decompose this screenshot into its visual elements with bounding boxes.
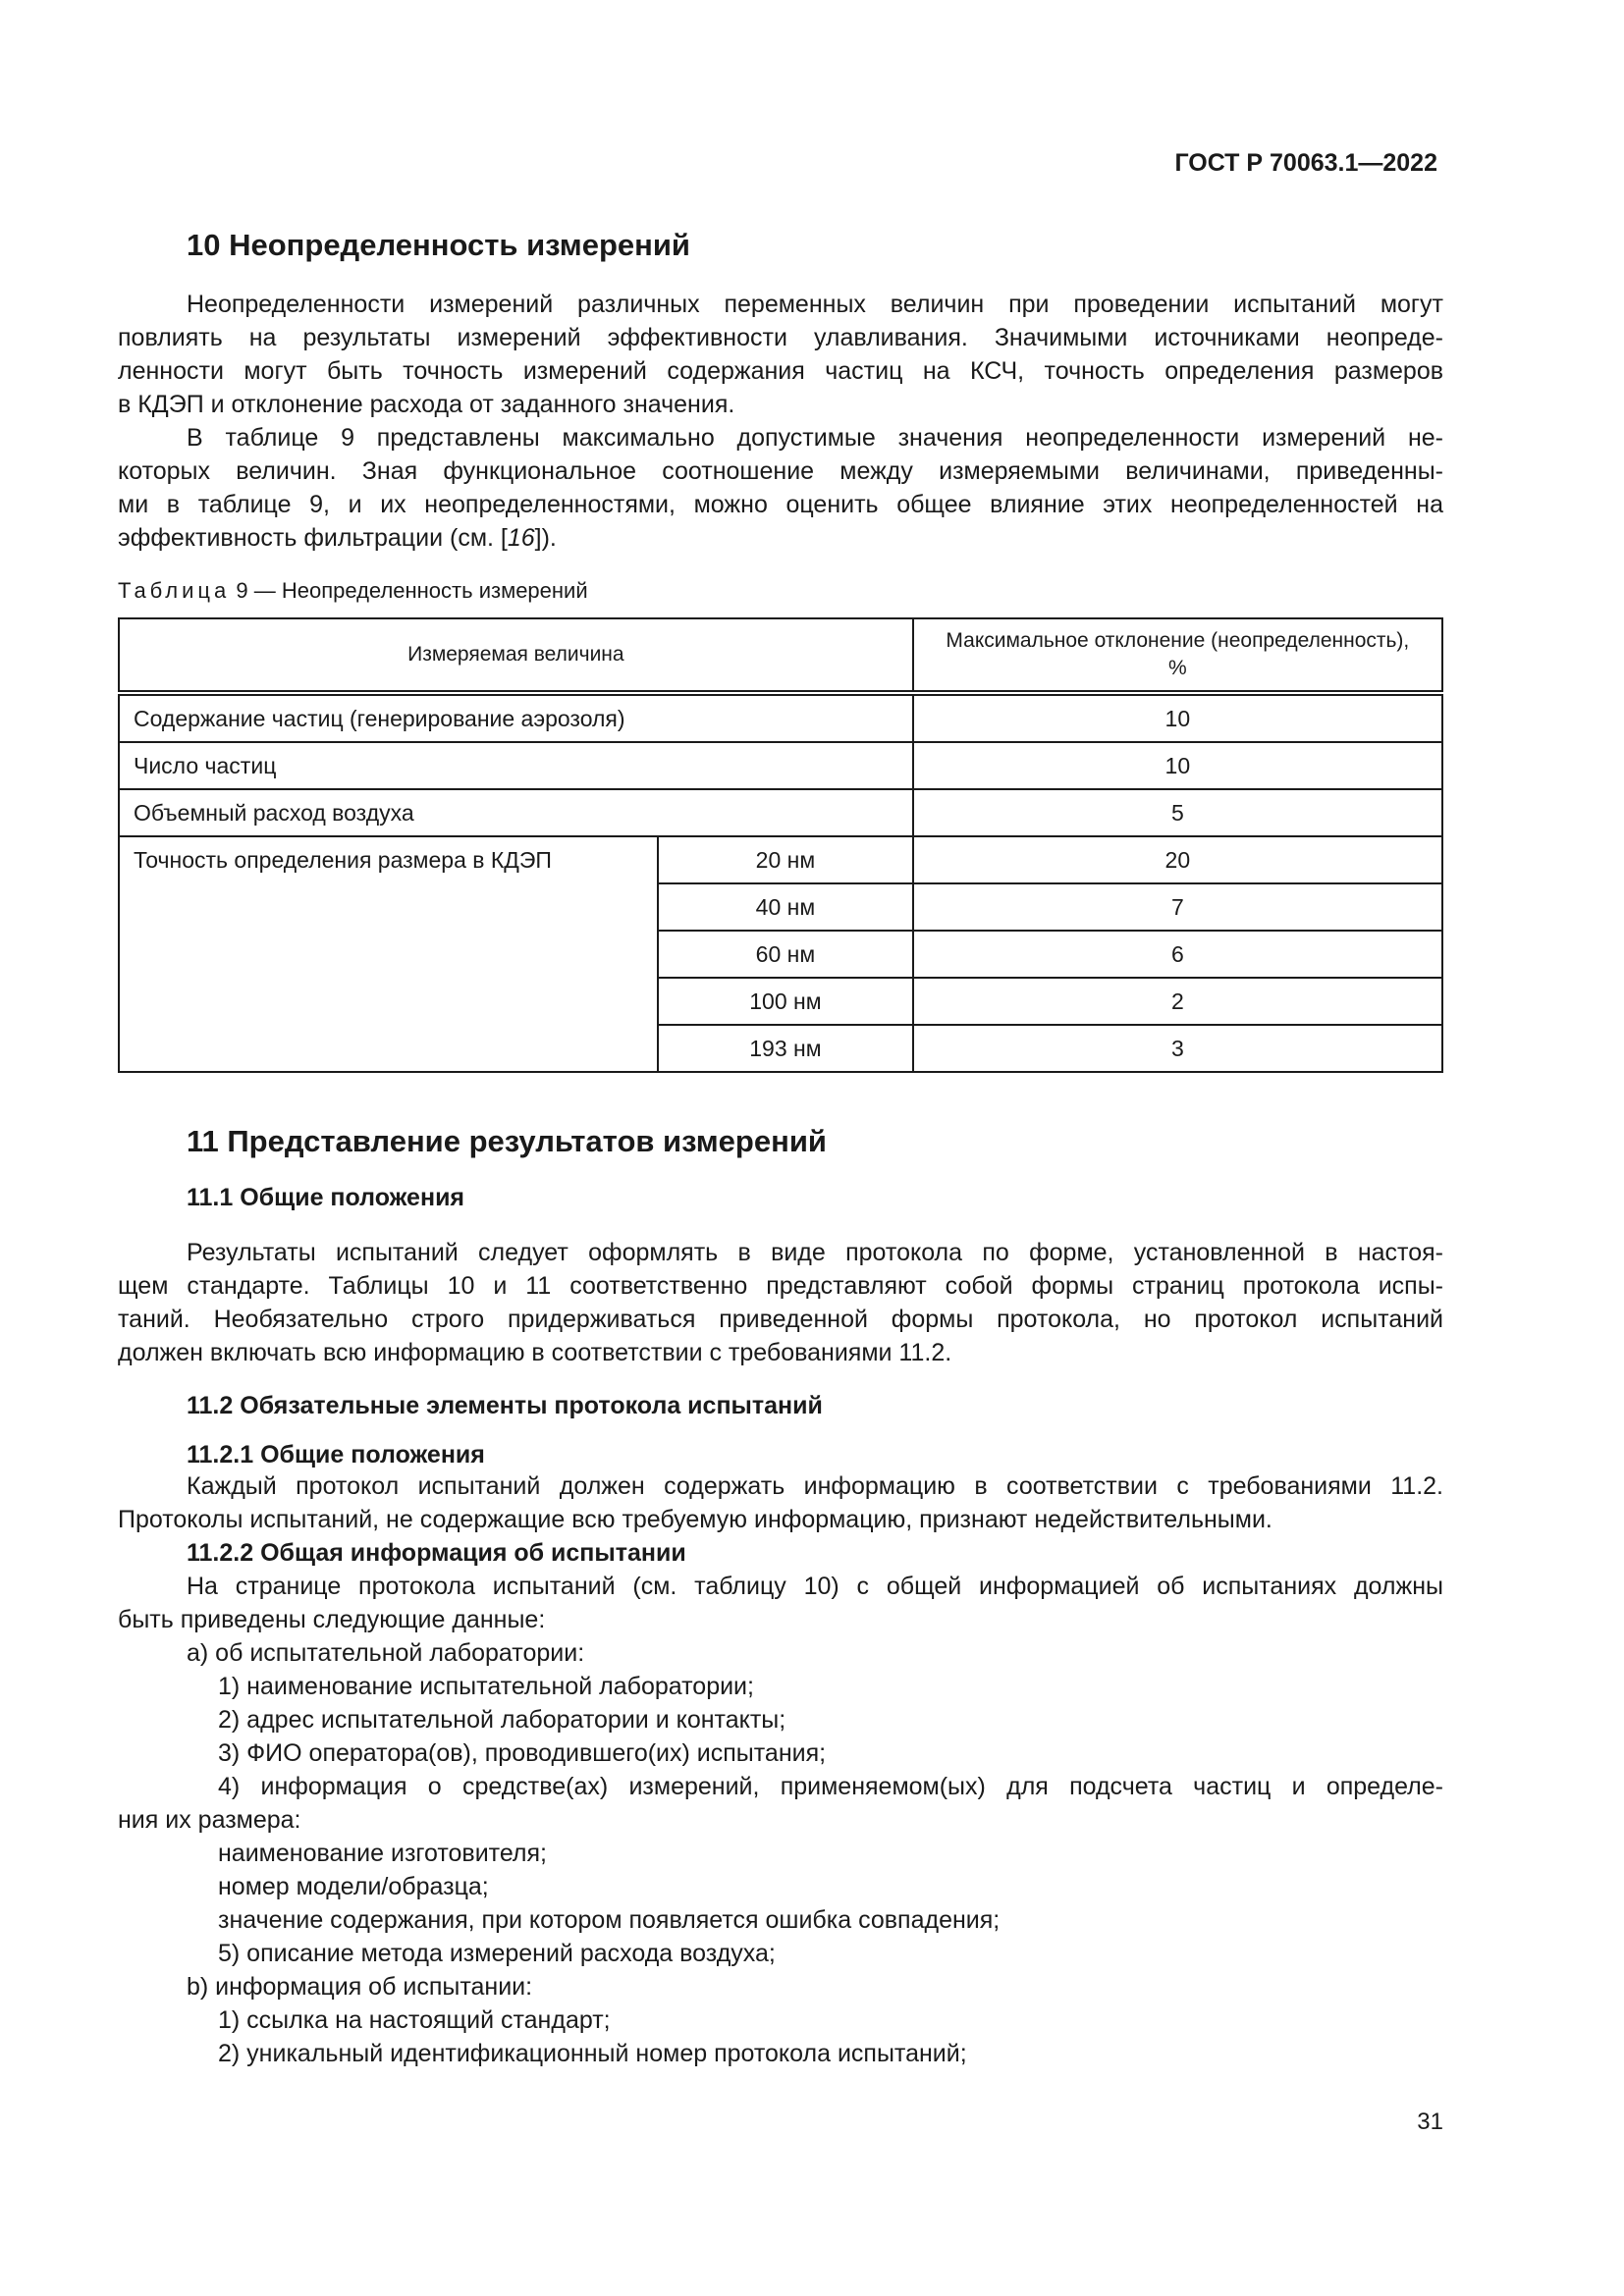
table-header-row bbox=[119, 618, 1442, 693]
row-value: 10 bbox=[913, 693, 1442, 742]
list-item-a4: 4) информация о средстве(ах) измерений, применяемом(ых) для подсчета частиц и определе- bbox=[218, 1773, 1443, 1800]
text-line: таний. Необязательно строго придерживаться приведенной формы протокола, но протокол испытаний bbox=[118, 1306, 1443, 1333]
text-line: В таблице 9 представлены максимально допустимые значения неопределенности измерений не- bbox=[187, 424, 1443, 452]
text-line: Протоколы испытаний, не содержащие всю требуемую информацию, признают недействительными. bbox=[118, 1506, 1272, 1533]
text-line: быть приведены следующие данные: bbox=[118, 1606, 546, 1633]
bibliography-reference: 16 bbox=[507, 524, 535, 552]
text-fragment: ]). bbox=[534, 524, 557, 552]
text-line: которых величин. Зная функциональное соотношение между измеряемыми величинами, приведенны- bbox=[118, 457, 1443, 485]
text-fragment: эффективность фильтрации (см. [ bbox=[118, 524, 508, 552]
row-label: Содержание частиц (генерирование аэрозоля) bbox=[119, 693, 913, 742]
row-size: 40 нм bbox=[658, 883, 913, 931]
page-number: 31 bbox=[1417, 2109, 1443, 2135]
row-size: 193 нм bbox=[658, 1025, 913, 1072]
list-item-a3: 3) ФИО оператора(ов), проводившего(их) испытания; bbox=[218, 1739, 827, 1767]
column-header-quantity: Измеряемая величина bbox=[119, 618, 913, 693]
table-9-caption bbox=[118, 578, 588, 604]
section-10-title: 10 Неопределенность измерений bbox=[187, 228, 690, 262]
text-line: должен включать всю информацию в соответствии с требованиями 11.2. bbox=[118, 1339, 952, 1366]
row-label: Объемный расход воздуха bbox=[119, 789, 913, 836]
list-subitem: номер модели/образца; bbox=[218, 1873, 489, 1900]
list-item-b2: 2) уникальный идентификационный номер протокола испытаний; bbox=[218, 2040, 967, 2067]
row-size: 100 нм bbox=[658, 978, 913, 1025]
subsection-11-1-title: 11.1 Общие положения bbox=[187, 1184, 465, 1211]
list-item-b: b) информация об испытании: bbox=[187, 1973, 533, 2001]
caption-title: 9 — Неопределенность измерений bbox=[230, 578, 588, 603]
row-value: 5 bbox=[913, 789, 1442, 836]
list-subitem: значение содержания, при котором появляется ошибка совпадения; bbox=[218, 1906, 1001, 1934]
row-value: 10 bbox=[913, 742, 1442, 789]
row-value: 3 bbox=[913, 1025, 1442, 1072]
list-item-a4-continuation: ния их размера: bbox=[118, 1806, 301, 1834]
table-9 bbox=[118, 617, 1443, 1073]
row-value: 2 bbox=[913, 978, 1442, 1025]
text-line: ми в таблице 9, и их неопределенностями, можно оценить общее влияние этих неопределенностей на bbox=[118, 491, 1443, 518]
row-label: Число частиц bbox=[119, 742, 913, 789]
list-item-a2: 2) адрес испытательной лаборатории и контакты; bbox=[218, 1706, 786, 1734]
row-value: 20 bbox=[913, 836, 1442, 883]
table-row bbox=[119, 742, 1442, 789]
text-line: в КДЭП и отклонение расхода от заданного значения. bbox=[118, 391, 735, 418]
text-line: Каждый протокол испытаний должен содержать информацию в соответствии с требованиями 11.2. bbox=[187, 1472, 1443, 1500]
list-item-a5: 5) описание метода измерений расхода воздуха; bbox=[218, 1940, 776, 1967]
row-value: 6 bbox=[913, 931, 1442, 978]
subsection-11-2-2-title: 11.2.2 Общая информация об испытании bbox=[187, 1539, 686, 1567]
text-line: повлиять на результаты измерений эффективности улавливания. Значимыми источниками неопреде- bbox=[118, 324, 1443, 351]
text-line: На странице протокола испытаний (см. таблицу 10) с общей информацией об испытаниях должны bbox=[187, 1573, 1443, 1600]
header-text: Максимальное отклонение (неопределенность), bbox=[946, 629, 1410, 652]
list-item-a: a) об испытательной лаборатории: bbox=[187, 1639, 585, 1667]
table-row bbox=[119, 693, 1442, 742]
text-line: ленности могут быть точность измерений содержания частиц на КСЧ, точность определения размеров bbox=[118, 357, 1443, 385]
caption-label: Таблица bbox=[118, 578, 231, 603]
list-item-a1: 1) наименование испытательной лаборатории; bbox=[218, 1673, 754, 1700]
row-group-label: Точность определения размера в КДЭП bbox=[119, 836, 658, 1072]
text-line: Неопределенности измерений различных переменных величин при проведении испытаний могут bbox=[187, 291, 1443, 318]
column-header-max-deviation bbox=[913, 618, 1442, 693]
header-unit: % bbox=[1168, 657, 1187, 679]
table-row bbox=[119, 789, 1442, 836]
text-line: щем стандарте. Таблицы 10 и 11 соответственно представляют собой формы страниц протокола испы- bbox=[118, 1272, 1443, 1300]
text-line: Результаты испытаний следует оформлять в виде протокола по форме, установленной в настоя- bbox=[187, 1239, 1443, 1266]
row-value: 7 bbox=[913, 883, 1442, 931]
row-size: 20 нм bbox=[658, 836, 913, 883]
table-row bbox=[119, 836, 1442, 883]
list-subitem: наименование изготовителя; bbox=[218, 1840, 547, 1867]
text-line bbox=[118, 524, 557, 553]
subsection-11-2-title: 11.2 Обязательные элементы протокола испытаний bbox=[187, 1392, 823, 1419]
section-11-title: 11 Представление результатов измерений bbox=[187, 1124, 827, 1158]
row-size: 60 нм bbox=[658, 931, 913, 978]
list-item-b1: 1) ссылка на настоящий стандарт; bbox=[218, 2006, 611, 2034]
document-id: ГОСТ Р 70063.1—2022 bbox=[1174, 149, 1437, 177]
subsection-11-2-1-title: 11.2.1 Общие положения bbox=[187, 1441, 485, 1468]
